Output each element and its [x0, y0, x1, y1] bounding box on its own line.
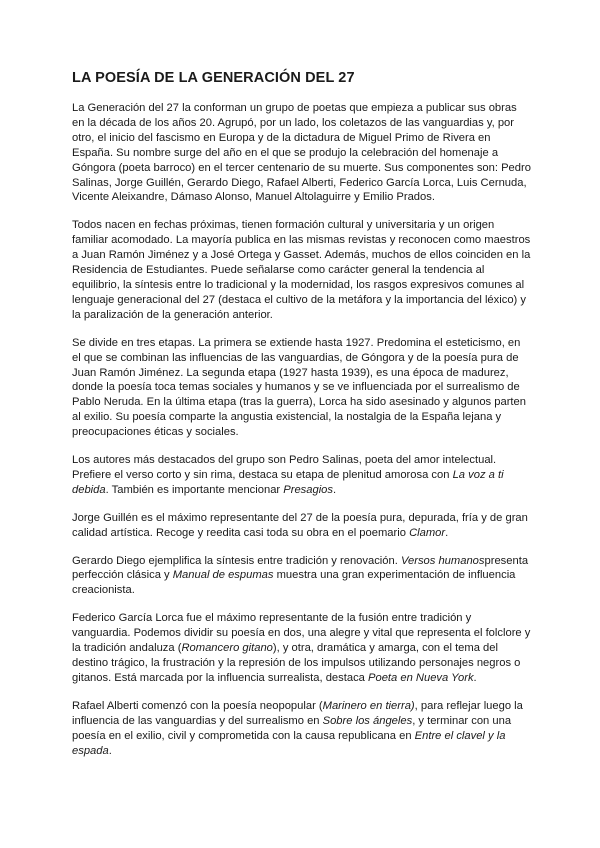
text-run: ), y otra, dramática y amarga, con el tema del destino trágico, la frustración y la represión de los impulsos utilizando personajes negros o gitanos. Está marcada por la influencia surrealista, destaca — [72, 642, 521, 684]
text-run: presenta perfección clásica y — [72, 554, 529, 582]
book-title: Sobre los ángeles — [322, 714, 413, 727]
text-run: . — [445, 526, 449, 539]
paragraph-introduction — [72, 101, 532, 205]
text-run: . — [333, 483, 337, 496]
document-page — [72, 70, 532, 771]
paragraph-rafael-alberti — [72, 699, 532, 759]
text-run: Todos nacen en fechas próximas, tienen formación cultural y universitaria y un origen familiar acomodado. La mayoría publica en las mismas revistas y reconocen como maestros a Juan Ramón Jiménez y a José Ortega y Gasset. Además, muchos de ellos coinciden en la Residencia de Estudiantes. Puede señalarse como carácter general la tendencia al equilibrio, la síntesis entre lo tradicional y la modernidad, los rasgos expresivos comunes al lenguaje generacional del 27 (destaca el cultivo de la metáfora y la importancia del léxico) y la paralización de la generación anterior. — [72, 219, 531, 321]
book-title: Marinero en tierra) — [322, 699, 415, 712]
book-title: Romancero gitano — [181, 642, 273, 655]
paragraph-jorge-guillen — [72, 511, 532, 541]
text-run: Se divide en tres etapas. La primera se extiende hasta 1927. Predomina el esteticismo, en el que se combinan las influencias de las vanguardias, de Góngora y de la poesía pura de Juan Ramón Jiménez. La segunda etapa (1927 hasta 1939), es una época de madurez, donde la poesía toca temas sociales y humanos y se ve influenciada por el surrealismo de Pablo Neruda. En la última etapa (tras la guerra), Lorca ha sido asesinado y algunos parten al exilio. Su poesía comparte la angustia existencial, la nostalgia de la España lejana y preocupaciones éticas y sociales. — [72, 336, 526, 439]
book-title: La voz a ti debida — [72, 468, 504, 496]
book-title: Manual de espumas — [172, 569, 274, 582]
paragraph-garcia-lorca — [72, 611, 532, 686]
text-run: Los autores más destacados del grupo son Pedro Salinas, poeta del amor intelectual. Prefiere el verso corto y sin rima, destaca su etapa de plenitud amorosa con — [72, 454, 497, 481]
paragraph-gerardo-diego — [72, 554, 532, 599]
text-run: . También es importante mencionar — [105, 483, 284, 496]
paragraph-stages — [72, 336, 532, 440]
text-run: La Generación del 27 la conforman un grupo de poetas que empieza a publicar sus obras en la década de los años 20. Agrupó, por un lado, los coletazos de las vanguardias y, por otro, el inicio del fascismo en Europa y de la dictadura de Miguel Primo de Rivera en España. Su nombre surge del año en el que se produjo la celebración del homenaje a Góngora (poeta barroco) en el tercer centenario de su muerte. Sus componentes son: Pedro Salinas, Jorge Guillén, Gerardo Diego, Rafael Alberti, Federico García Lorca, Luis Cernuda, Vicente Aleixandre, Dámaso Alonso, Manuel Altolaguirre y Emilio Prados. — [72, 102, 531, 204]
paragraph-characteristics — [72, 218, 532, 322]
book-title: Presagios — [283, 483, 333, 496]
text-run: . — [473, 671, 477, 684]
document-title: LA POESÍA DE LA GENERACIÓN DEL 27 — [72, 70, 355, 86]
text-run: , para reflejar luego la influencia de las vanguardias y del surrealismo en — [72, 699, 523, 727]
book-title: Entre el clavel y la espada — [72, 729, 506, 757]
paragraph-pedro-salinas — [72, 453, 532, 498]
text-run: Gerardo Diego ejemplifica la síntesis entre tradición y renovación. — [72, 554, 401, 567]
text-run: , y terminar con una poesía en el exilio, civil y comprometida con la causa republicana en — [72, 714, 512, 742]
book-title: Clamor — [409, 526, 446, 539]
text-run: Federico García Lorca fue el máximo representante de la fusión entre tradición y vanguardia. Podemos dividir su poesía en dos, una alegre y vital que representa el folclore y la tradición andaluza ( — [72, 612, 531, 655]
text-run: Rafael Alberti comenzó con la poesía neopopular ( — [72, 699, 323, 712]
book-title: Versos humanos — [400, 554, 485, 567]
text-run: . — [108, 744, 112, 757]
text-run: muestra una gran experimentación de influencia creacionista. — [72, 569, 516, 597]
book-title: Poeta en Nueva York — [368, 671, 474, 684]
text-run: Jorge Guillén es el máximo representante del 27 de la poesía pura, depurada, fría y de gran calidad artística. Recoge y reedita casi toda su obra en el poemario — [72, 511, 528, 539]
